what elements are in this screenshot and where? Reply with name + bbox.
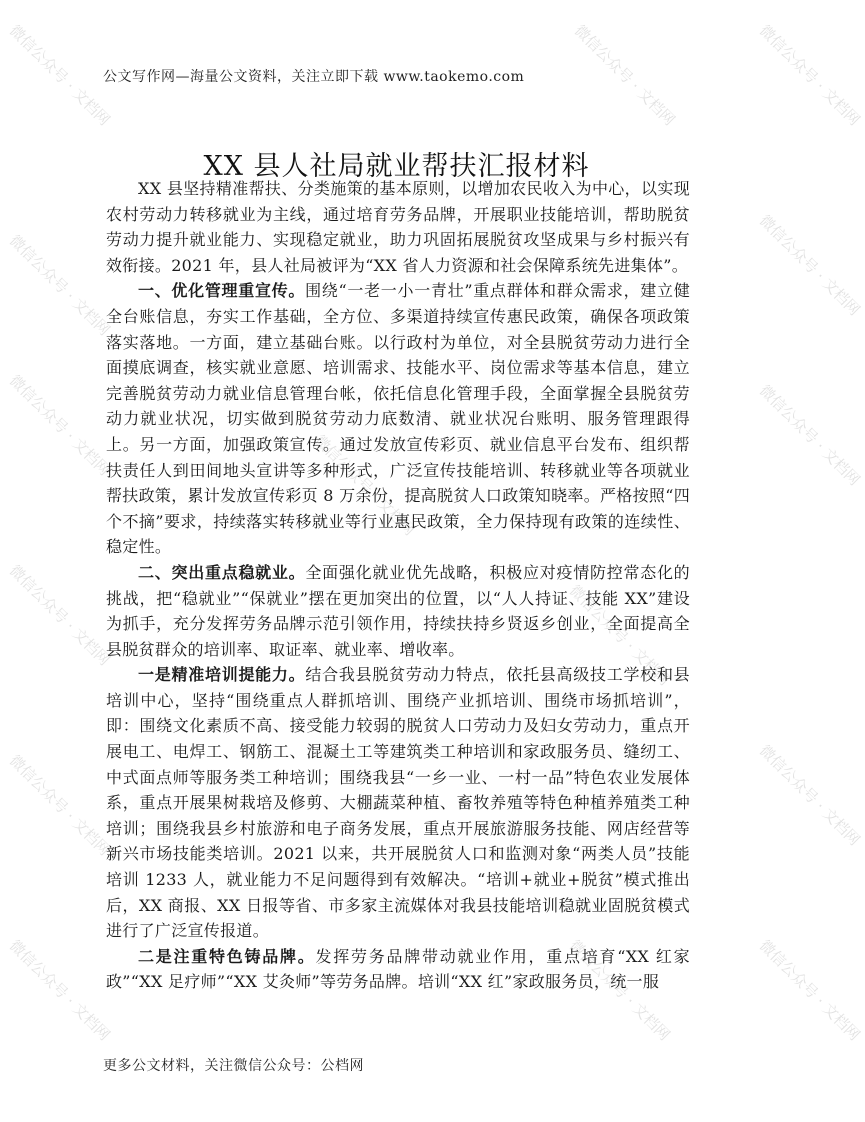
- paragraph-text: XX 县坚持精准帮扶、分类施策的基本原则，以增加农民收入为中心，以实现农村劳动力转移就业为主线，通过培育劳务品牌，开展职业技能培训，帮助脱贫劳动力提升就业能力、实现稳定就业，助力巩固拓展脱贫攻坚成果与乡村振兴有效衔接。2021 年，县人社局被评为“XX 省人力资源和社会保障系统先进集体”。: [106, 179, 690, 275]
- paragraph-text: 结合我县脱贫劳动力特点，依托县高级技工学校和县培训中心，坚持“围绕重点人群抓培训、围绕产业抓培训、围绕市场抓培训”，即：围绕文化素质不高、接受能力较弱的脱贫人口劳动力及妇女劳动力，重点开展电工、电焊工、钢筋工、混凝土工等建筑类工种培训和家政服务员、缝纫工、中式面点师等服务类工种培训；围绕我县“一乡一业、一村一品”特色农业发展体系，重点开展果树栽培及修剪、大棚蔬菜种植、畜牧养殖等特色种植养殖类工种培训；围绕我县乡村旅游和电子商务发展，重点开展旅游服务技能、网店经营等新兴市场技能类培训。2021 以来，共开展脱贫人口和监测对象“两类人员”技能培训 1233 人，就业能力不足问题得到有效解决。“培训+就业+脱贫”模式推出后，XX 商报、XX 日报等省、市多家主流媒体对我县技能培训稳就业固脱贫模式进行了广泛宣传报道。: [106, 665, 690, 941]
- watermark: 微信公众号 · 文档网: [755, 211, 864, 320]
- watermark: 微信公众号 · 文档网: [565, 581, 674, 690]
- document-title: XX 县人社局就业帮扶汇报材料: [203, 151, 590, 182]
- paragraph: [106, 944, 690, 995]
- paragraph: [106, 176, 690, 278]
- watermark: 微信公众号 · 文档网: [5, 561, 114, 670]
- paragraph: [106, 560, 690, 662]
- watermark: 微信公众号 · 文档网: [5, 21, 114, 130]
- watermark: 微信公众号 · 文档网: [565, 936, 674, 1045]
- paragraph: [106, 278, 690, 560]
- paragraph-heading: 一是精准培训提能力。: [138, 665, 306, 685]
- paragraph-heading: 二是注重特色铸品牌。: [138, 946, 316, 966]
- paragraph-heading: 二、突出重点稳就业。: [138, 562, 306, 582]
- page-header: 公文写作网—海量公文资料，关注立即下载 www.taokemo.com: [103, 69, 525, 85]
- paragraph: [106, 662, 690, 944]
- paragraph-heading: 一、优化管理重宣传。: [138, 281, 306, 301]
- paragraph-text: 全面强化就业优先战略，积极应对疫情防控常态化的挑战，把“稳就业”“保就业”摆在更加突出的位置，以“人人持证、技能 XX”建设为抓手，充分发挥劳务品牌示范引领作用，持续扶持乡贤返乡创业，全面提高全县脱贫群众的培训率、取证率、就业率、增收率。: [106, 562, 690, 659]
- paragraph-text: 发挥劳务品牌带动就业作用，重点培育“XX 红家政”“XX 足疗师”“XX 艾灸师”等劳务品牌。培训“XX 红”家政服务员，统一服: [106, 946, 690, 992]
- watermark: 微信公众号 · 文档网: [570, 21, 679, 130]
- paragraph-text: 围绕“一老一小一青壮”重点群体和群众需求，建立健全台账信息，夯实工作基础，全方位、多渠道持续宣传惠民政策，确保各项政策落实落地。一方面，建立基础台账。以行政村为单位，对全县脱贫劳动力进行全面摸底调查，核实就业意愿、培训需求、技能水平、岗位需求等基本信息，建立完善脱贫劳动力就业信息管理台帐，依托信息化管理手段，全面掌握全县脱贫劳动力就业状况，切实做到脱贫劳动力底数清、就业状况台账明、服务管理跟得上。另一方面，加强政策宣传。通过发放宣传彩页、就业信息平台发布、组织帮扶责任人到田间地头宣讲等多种形式，广泛宣传技能培训、转移就业等各项就业帮扶政策，累计发放宣传彩页 8 万余份，提高脱贫人口政策知晓率。严格按照“四个不摘”要求，持续落实转移就业等行业惠民政策，全力保持现有政策的连续性、稳定性。: [106, 281, 690, 557]
- page-footer: 更多公文材料，关注微信公众号：公档网: [103, 1058, 364, 1074]
- document-body: [106, 176, 690, 995]
- watermark: 微信公众号 · 文档网: [755, 21, 864, 130]
- watermark: 微信公众号 · 文档网: [755, 381, 864, 490]
- watermark: 微信公众号 · 文档网: [5, 231, 114, 340]
- watermark: 微信公众号 · 文档网: [755, 936, 864, 1045]
- watermark: 微信公众号 · 文档网: [5, 936, 114, 1045]
- watermark: 微信公众号 · 文档网: [5, 371, 114, 480]
- watermark: 微信公众号 · 文档网: [310, 431, 419, 540]
- watermark: 微信公众号 · 文档网: [755, 741, 864, 850]
- watermark: 微信公众号 · 文档网: [5, 751, 114, 860]
